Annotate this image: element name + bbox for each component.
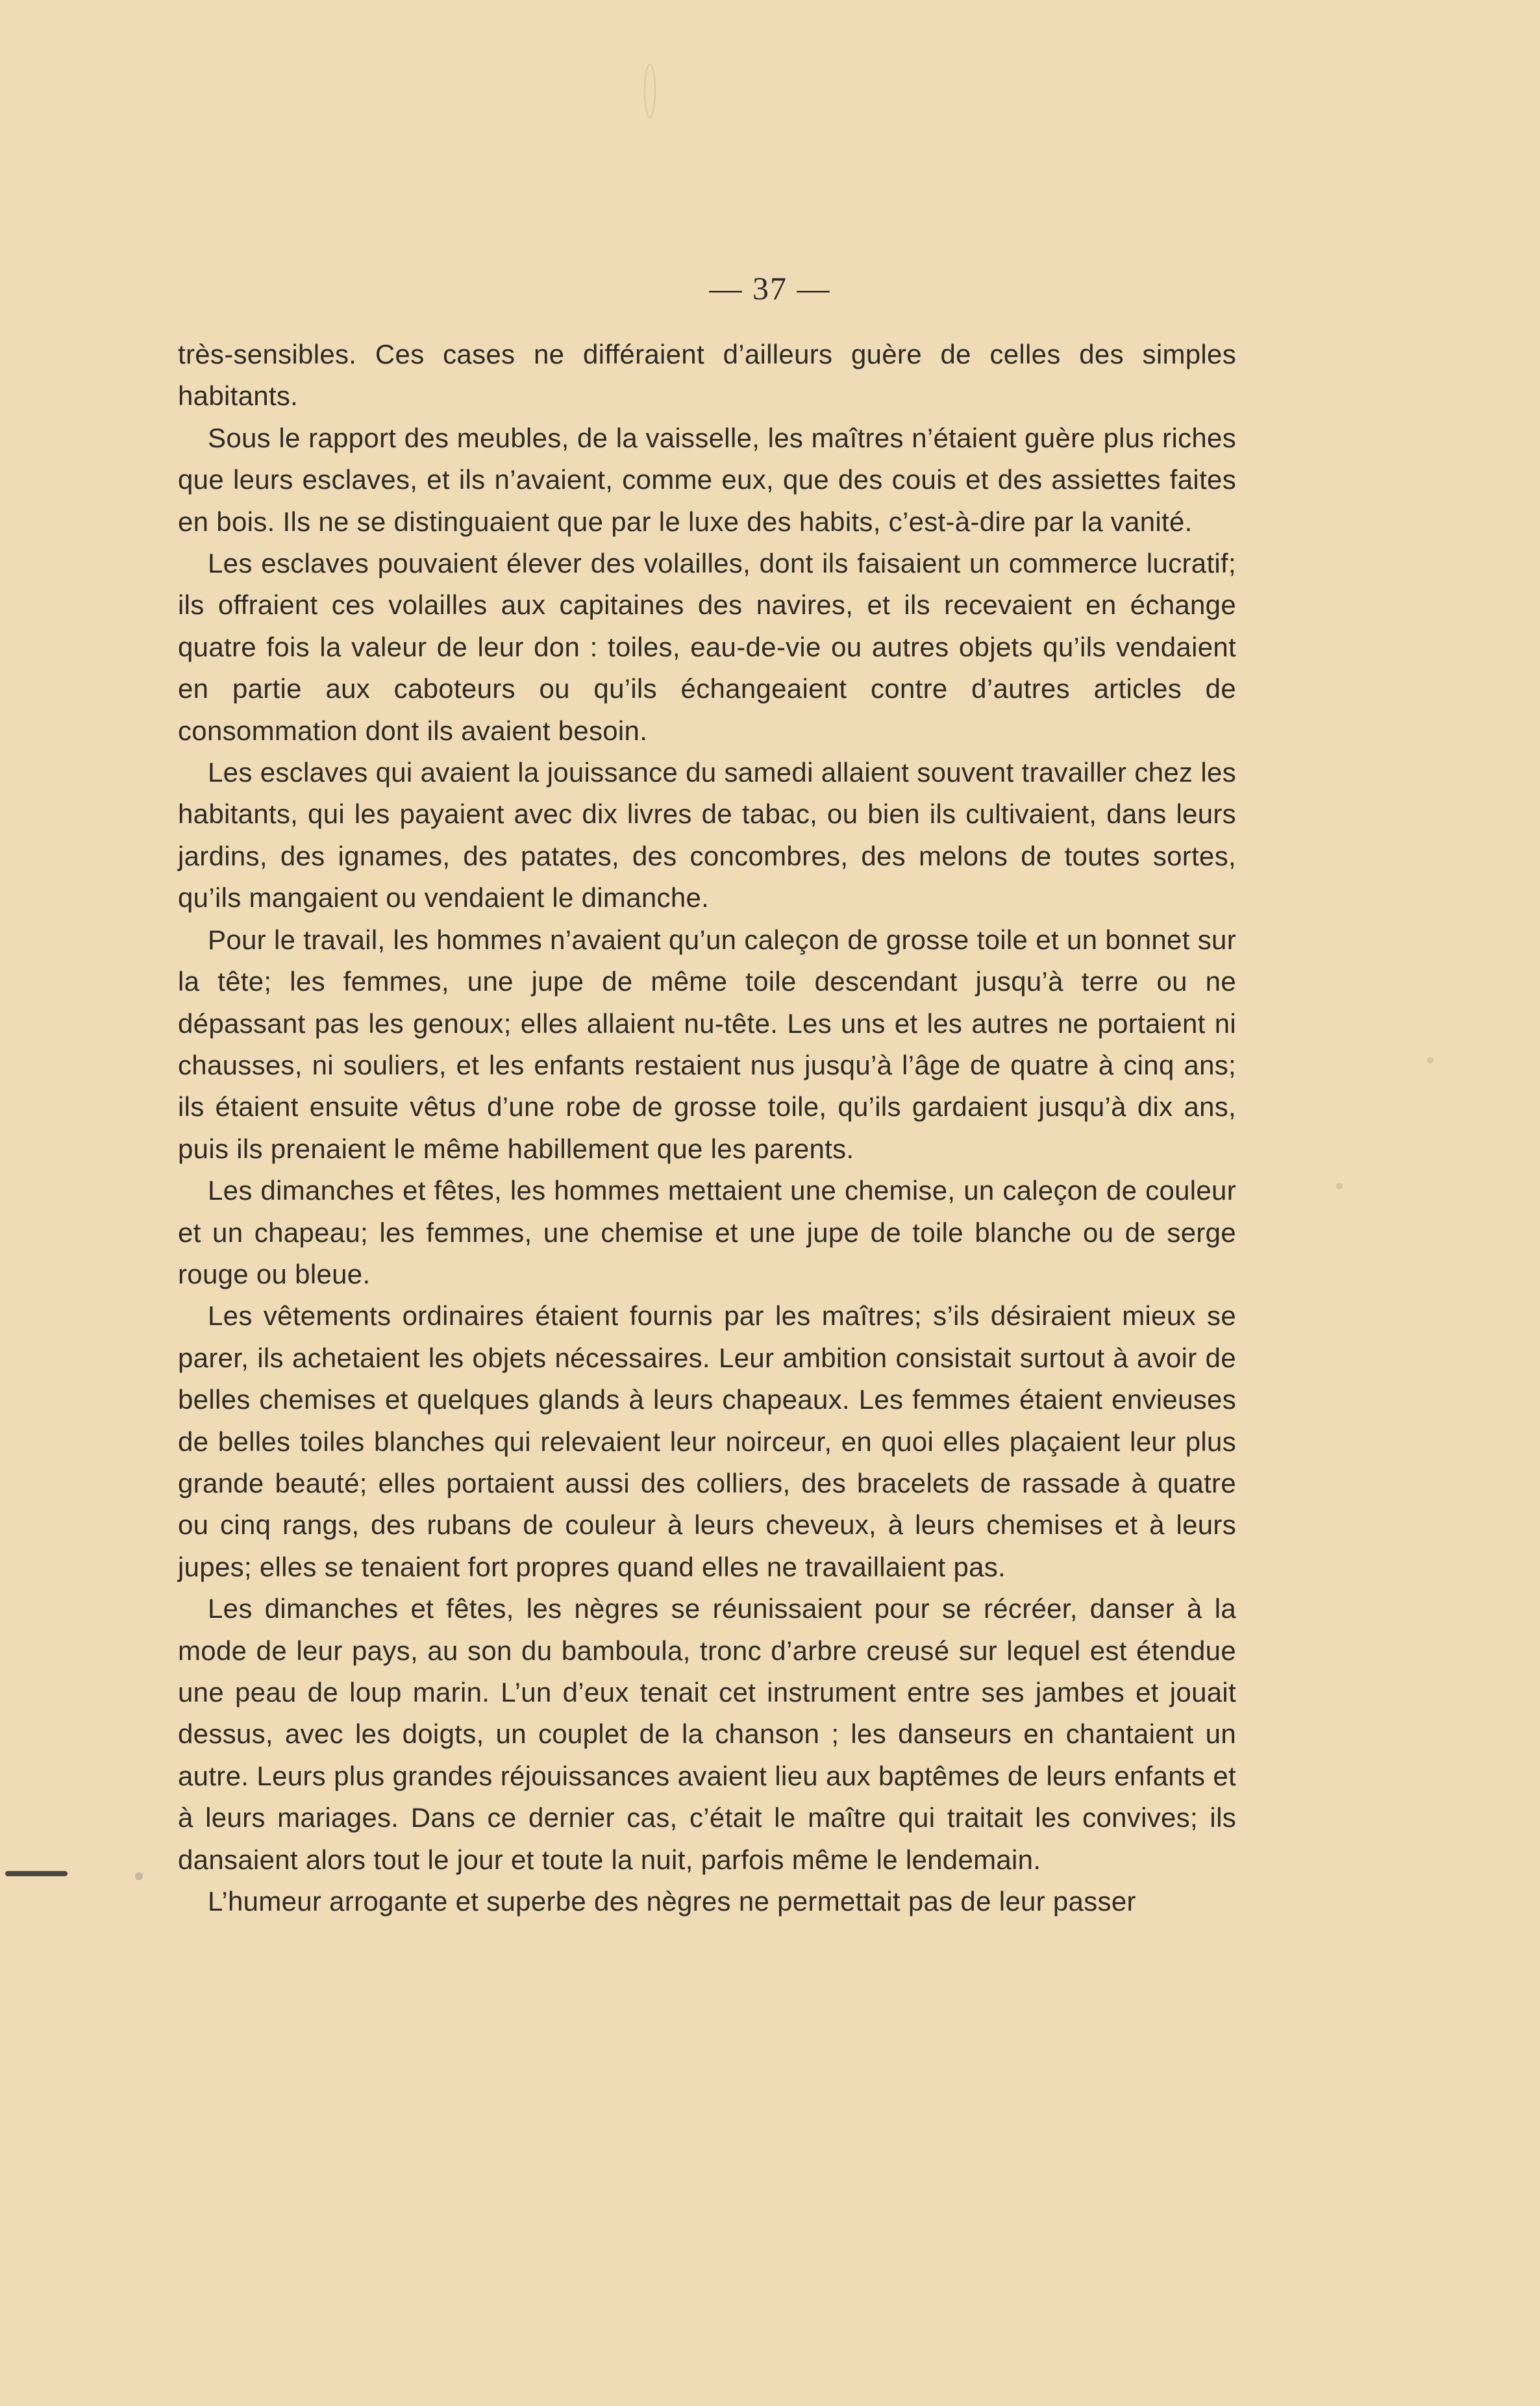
paragraph-4: Les esclaves qui avaient la jouissance du samedi allaient souvent travailler chez les habitants, qui les payaient avec dix livres de tabac, ou bien ils cultivaient, dans leurs jardins, des ignames, des patates, des concombres, des melons de toutes sortes, qu’ils mangaient ou vendaient le dimanche. [178,757,1236,913]
left-margin-mark [135,1872,143,1880]
paragraph-7: Les vêtements ordinaires étaient fournis par les maîtres; s’ils désiraient mieux se parer, ils achetaient les objets nécessaires. Leur ambition consistait surtout à avoir de belles chemises et quelques glands à leurs chapeaux. Les femmes étaient envieuses de belles toiles blanches qui relevaient leur noirceur, en quoi elles plaçaient leur plus grande beauté; elles portaient aussi des colliers, des bracelets de rassade à quatre ou cinq rangs, des rubans de couleur à leurs cheveux, à leurs chemises et à leurs jupes; elles se tenaient fort propres quand elles ne travaillaient pas. [178,1300,1236,1582]
left-margin-dash [5,1871,68,1876]
paragraph-5: Pour le travail, les hommes n’avaient qu’un caleçon de grosse toile et un bonnet sur la tête; les femmes, une jupe de même toile descendant jusqu’à terre ou ne dépassant pas les genoux; elles allaient nu-tête. Les uns et les autres ne portaient ni chausses, ni souliers, et les enfants restaient nus jusqu’à l’âge de quatre à cinq ans; ils étaient ensuite vêtus d’une robe de grosse toile, qu’ils gardaient jusqu’à dix ans, puis ils prenaient le même habillement que les parents. [178,924,1236,1164]
paragraph-6: Les dimanches et fêtes, les hommes mettaient une chemise, un caleçon de couleur et un chapeau; les femmes, une chemise et une jupe de toile blanche ou de serge rouge ou bleue. [178,1175,1236,1289]
paragraph-8: Les dimanches et fêtes, les nègres se réunissaient pour se récréer, danser à la mode de leur pays, au son du bamboula, tronc d’arbre creusé sur lequel est étendue une peau de loup marin. L’un d’eux tenait cet instrument entre ses jambes et jouait dessus, avec les doigts, un couplet de la chanson ; les danseurs en chantaient un autre. Leurs plus grandes réjouissances avaient lieu aux baptêmes de leurs enfants et à leurs mariages. Dans ce dernier cas, c’était le maître qui traitait les convives; ils dansaient alors tout le jour et toute la nuit, parfois même le lendemain. [178,1593,1236,1875]
top-margin-mark [644,64,656,118]
paragraph-2: Sous le rapport des meubles, de la vaisselle, les maîtres n’étaient guère plus riches que leurs esclaves, et ils n’avaient, comme eux, que des couis et des assiettes faites en bois. Ils ne se distinguaient que par le luxe des habits, c’est-à-dire par la vanité. [178,422,1236,537]
page-number: — 37 — [709,270,831,306]
paragraph-1: très-sensibles. Ces cases ne différaient d’ailleurs guère de celles des simples habitants. [178,339,1236,412]
margin-dot [1336,1183,1343,1189]
paragraph-3: Les esclaves pouvaient élever des volailles, dont ils faisaient un commerce lucratif; ils offraient ces volailles aux capitaines des navires, et ils recevaient en échange quatre fois la valeur de leur don : toiles, eau-de-vie ou autres objets qu’ils vendaient en partie aux caboteurs ou qu’ils échangeaient contre d’autres articles de consommation dont ils avaient besoin. [178,548,1236,746]
paragraph-9: L’humeur arrogante et superbe des nègres ne permettait pas de leur passer [208,1886,1136,1917]
body-text [178,334,1236,1922]
margin-dot [1427,1057,1434,1063]
